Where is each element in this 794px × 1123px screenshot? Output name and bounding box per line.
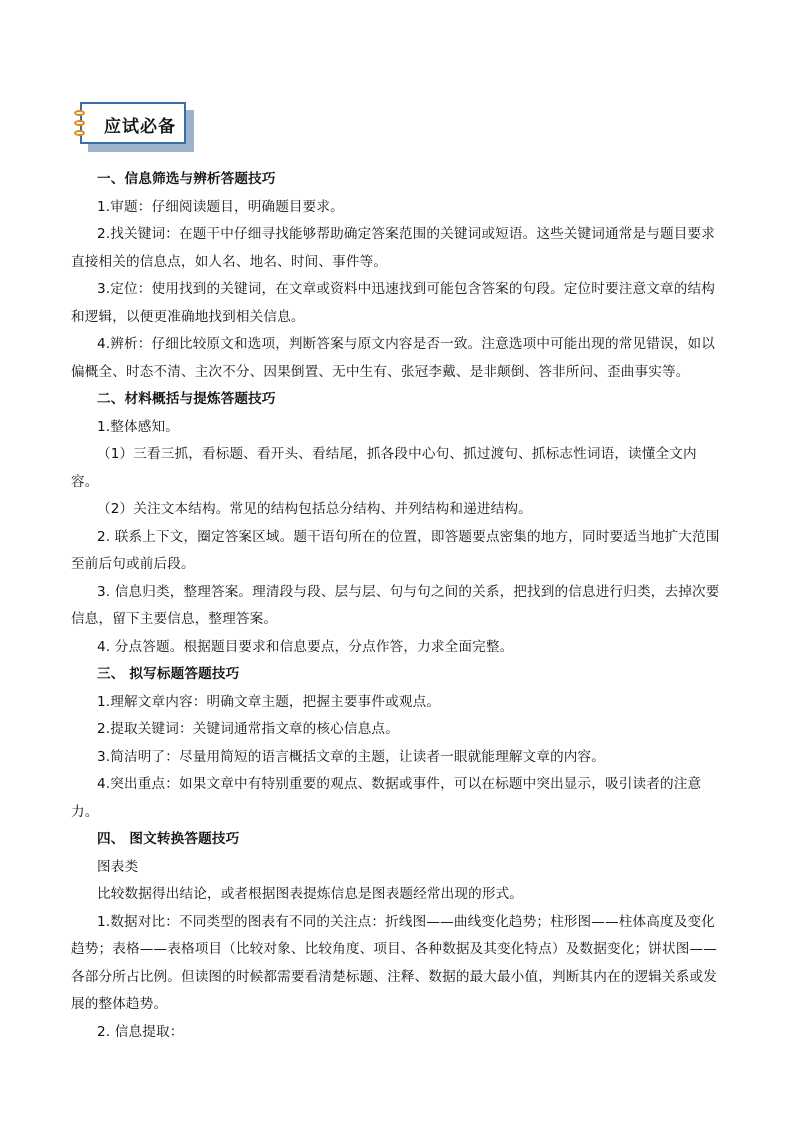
section-heading: 二、材料概括与提炼答题技巧 xyxy=(97,391,276,407)
binder-ring-icon xyxy=(74,130,85,136)
paragraph: 3.定位：使用找到的关键词，在文章或资料中迅速找到可能包含答案的句段。定位时要注意文章的结构和逻辑，以便更准确地找到相关信息。 xyxy=(71,281,715,325)
paragraph: 3. 信息归类，整理答案。理清段与段、层与层、句与句之间的关系，把找到的信息进行归类，去掉次要信息，留下主要信息，整理答案。 xyxy=(71,583,720,627)
paragraph: 1.数据对比：不同类型的图表有不同的关注点：折线图——曲线变化趋势；柱形图——柱体高度及变化趋势；表格——表格项目（比较对象、比较角度、项目、各种数据及其变化特点）及数据变化；饼状图——各部分所占比例。但读图的时候都需要看清楚标题、注释、数据的最大最小值，判断其内在的逻辑关系或发展的整体趋势。 xyxy=(71,913,717,1012)
binder-ring-icon xyxy=(74,110,85,116)
paragraph: 1.整体感知。 xyxy=(97,418,179,435)
paragraph: 比较数据得出结论，或者根据图表提炼信息是图表题经常出现的形式。 xyxy=(97,886,524,902)
page-title: 应试必备 xyxy=(104,117,176,137)
binder-ring-icon xyxy=(74,120,85,126)
paragraph: （2）关注文本结构。常见的结构包括总分结构、并列结构和递进结构。 xyxy=(97,501,532,517)
section-heading: 三、 拟写标题答题技巧 xyxy=(97,666,240,682)
paragraph: 图表类 xyxy=(97,858,139,875)
paragraph: 4.辨析：仔细比较原文和选项，判断答案与原文内容是否一致。注意选项中可能出现的常见错误，如以偏概全、时态不清、主次不分、因果倒置、无中生有、张冠李戴、是非颠倒、答非所问、歪曲事实等。 xyxy=(71,336,715,380)
paragraph: 4. 分点答题。根据题目要求和信息要点，分点作答，力求全面完整。 xyxy=(97,638,514,655)
paragraph: 2.提取关键词：关键词通常指文章的核心信息点。 xyxy=(97,721,399,737)
paragraph: 3.简洁明了：尽量用简短的语言概括文章的主题，让读者一眼就能理解文章的内容。 xyxy=(97,748,606,765)
paragraph: 2. 联系上下文，圈定答案区域。题干语句所在的位置，即答题要点密集的地方，同时要适当地扩大范围至前后句或前后段。 xyxy=(71,528,720,572)
paragraph: 2.找关键词：在题干中仔细寻找能够帮助确定答案范围的关键词或短语。这些关键词通常是与题目要求直接相关的信息点，如人名、地名、时间、事件等。 xyxy=(71,226,715,270)
paragraph: 1.理解文章内容：明确文章主题，把握主要事件或观点。 xyxy=(97,693,441,710)
paragraph: 4.突出重点：如果文章中有特别重要的观点、数据或事件，可以在标题中突出显示，吸引读者的注意力。 xyxy=(71,776,702,820)
document-body xyxy=(71,166,721,1046)
section-heading: 四、 图文转换答题技巧 xyxy=(97,831,240,847)
badge-frame xyxy=(80,102,186,144)
section-heading-badge xyxy=(80,102,200,154)
paragraph: 1.审题：仔细阅读题目，明确题目要求。 xyxy=(97,198,344,215)
paragraph: 2. 信息提取： xyxy=(97,1023,184,1040)
section-heading: 一、信息筛选与辨析答题技巧 xyxy=(97,171,276,187)
paragraph: （1）三看三抓，看标题、看开头、看结尾，抓各段中心句、抓过渡句、抓标志性词语，读懂全文内容。 xyxy=(71,446,697,490)
